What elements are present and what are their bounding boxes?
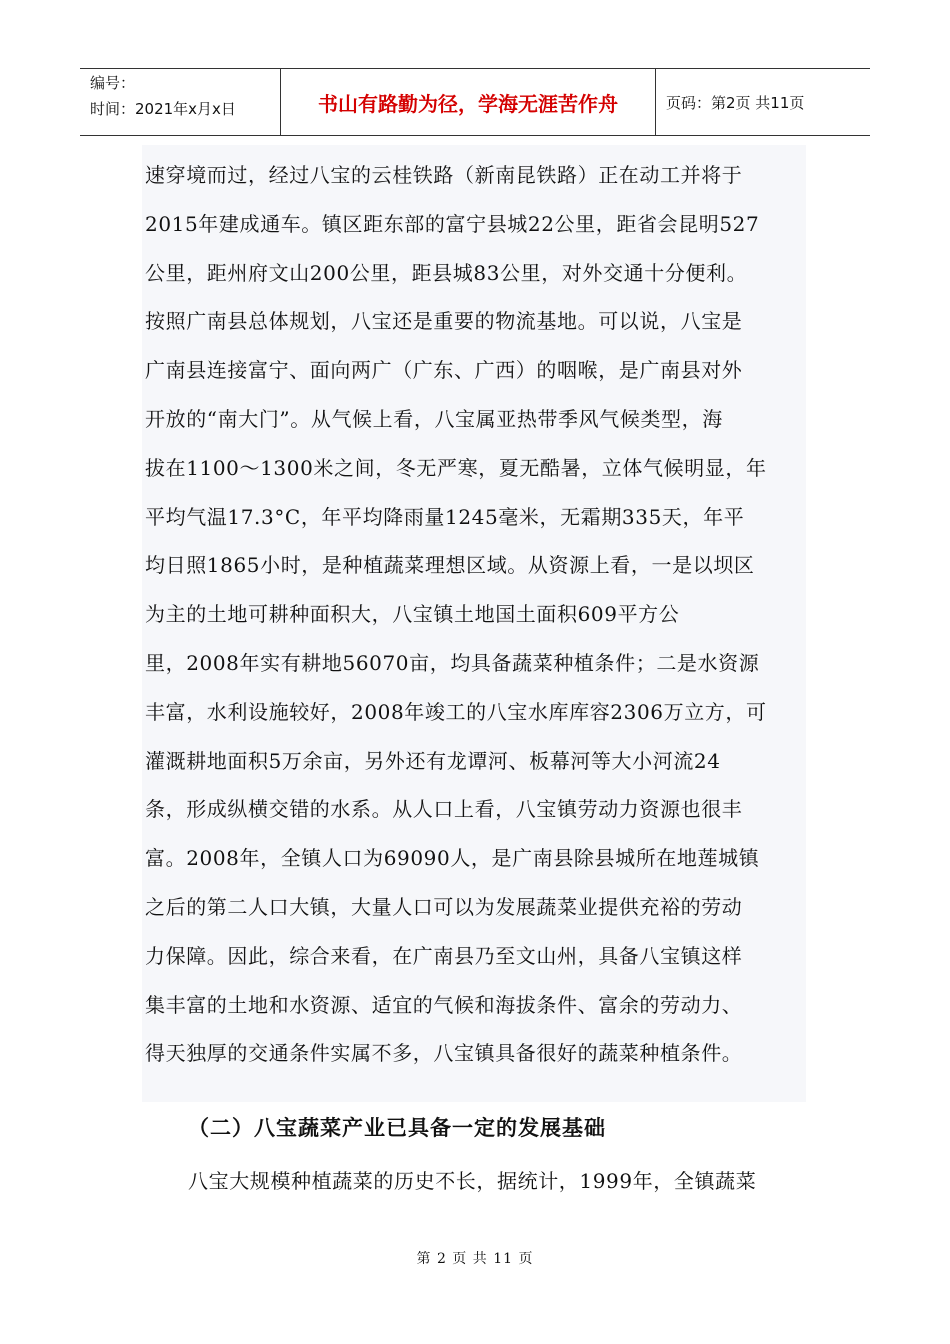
body-line: 之后的第二人口大镇，大量人口可以为发展蔬菜业提供充裕的劳动: [145, 894, 743, 919]
time-label: 时间：2021年x月x日: [90, 100, 236, 118]
body-line: 开放的“南大门”。从气候上看，八宝属亚热带季风气候类型，海: [145, 406, 723, 431]
body-line: 集丰富的土地和水资源、适宜的气候和海拔条件、富余的劳动力、: [145, 992, 743, 1017]
header-meta: [80, 69, 280, 135]
body-line: 灌溉耕地面积5万余亩，另外还有龙谭河、板幕河等大小河流24: [145, 748, 721, 773]
header-page-info: 页码：第2页 共11页: [666, 93, 805, 112]
document-header: [80, 68, 870, 136]
body-line: 按照广南县总体规划，八宝还是重要的物流基地。可以说，八宝是: [145, 309, 743, 334]
body-line: 丰富，水利设施较好，2008年竣工的八宝水库库容2306万立方，可: [145, 699, 767, 724]
body-line: 广南县连接富宁、面向两广（广东、广西）的咽喉，是广南县对外: [145, 358, 743, 383]
body-line: 力保障。因此，综合来看，在广南县乃至文山州，具备八宝镇这样: [145, 943, 743, 968]
body-line: 2015年建成通车。镇区距东部的富宁县城22公里，距省会昆明527: [145, 211, 760, 236]
section-first-line: 八宝大规模种植蔬菜的历史不长，据统计，1999年，全镇蔬菜: [188, 1169, 757, 1193]
section-heading: （二）八宝蔬菜产业已具备一定的发展基础: [188, 1116, 606, 1140]
body-line: 里，2008年实有耕地56070亩，均具备蔬菜种植条件；二是水资源: [145, 650, 760, 675]
body-line: 条，形成纵横交错的水系。从人口上看，八宝镇劳动力资源也很丰: [145, 797, 743, 822]
body-line: 公里，距州府文山200公里，距县城83公里，对外交通十分便利。: [145, 260, 748, 285]
body-paragraph: [145, 151, 805, 1078]
header-motto: 书山有路勤为径，学海无涯苦作舟: [280, 69, 656, 135]
body-line: 富。2008年，全镇人口为69090人，是广南县除县城所在地莲城镇: [145, 846, 760, 871]
body-line: 平均气温17.3°C，年平均降雨量1245毫米，无霜期335天，年平: [145, 504, 745, 529]
page-footer: 第 2 页 共 11 页: [416, 1251, 534, 1267]
number-label: 编号：: [90, 74, 136, 92]
body-line: 速穿境而过，经过八宝的云桂铁路（新南昆铁路）正在动工并将于: [145, 163, 743, 187]
body-line: 得天独厚的交通条件实属不多，八宝镇具备很好的蔬菜种植条件。: [145, 1041, 743, 1066]
body-line: 为主的土地可耕种面积大，八宝镇土地国土面积609平方公: [145, 602, 680, 627]
body-line: 拔在1100～1300米之间，冬无严寒，夏无酷暑，立体气候明显，年: [145, 455, 767, 480]
body-line: 均日照1865小时，是种植蔬菜理想区域。从资源上看，一是以坝区: [145, 553, 755, 578]
